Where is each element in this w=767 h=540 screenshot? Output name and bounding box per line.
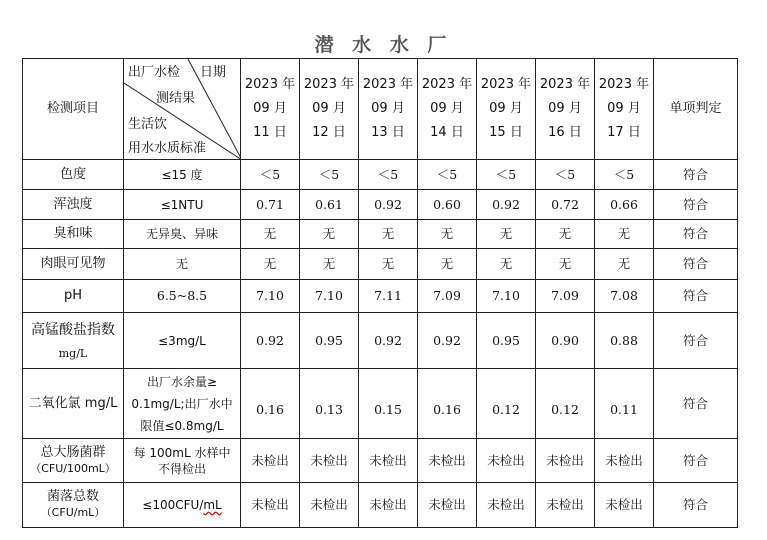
value-cell: 无 bbox=[595, 249, 654, 280]
value-cell: 未检出 bbox=[359, 483, 418, 528]
date-header: 2023 年 09 月 16 日 bbox=[536, 59, 595, 160]
item-name: 肉眼可见物 bbox=[23, 249, 124, 280]
value-cell: 0.95 bbox=[300, 313, 359, 369]
value-cell: 0.11 bbox=[595, 369, 654, 439]
result-cell: 符合 bbox=[654, 220, 738, 249]
date-header: 2023 年 09 月 13 日 bbox=[359, 59, 418, 160]
table-row bbox=[23, 190, 738, 220]
value-cell: 未检出 bbox=[477, 439, 536, 483]
date-header: 2023 年 09 月 15 日 bbox=[477, 59, 536, 160]
result-cell: 符合 bbox=[654, 160, 738, 190]
table-row bbox=[23, 160, 738, 190]
table-row bbox=[23, 439, 738, 483]
value-cell: 无 bbox=[418, 220, 477, 249]
standard-cell: 出厂水余量≥ 0.1mg/L;出厂水中 限值≤0.8mg/L bbox=[124, 369, 241, 439]
date-header: 2023 年 09 月 11 日 bbox=[241, 59, 300, 160]
value-cell: 0.12 bbox=[477, 369, 536, 439]
value-cell: 无 bbox=[536, 249, 595, 280]
value-cell: 无 bbox=[300, 220, 359, 249]
value-cell: 0.15 bbox=[359, 369, 418, 439]
value-cell: 无 bbox=[300, 249, 359, 280]
standard-cell: 无 bbox=[124, 249, 241, 280]
date-header: 2023 年 09 月 14 日 bbox=[418, 59, 477, 160]
value-cell: 未检出 bbox=[536, 439, 595, 483]
value-cell: 未检出 bbox=[477, 483, 536, 528]
value-cell: ＜5 bbox=[418, 160, 477, 190]
value-cell: 7.08 bbox=[595, 280, 654, 313]
value-cell: 7.10 bbox=[241, 280, 300, 313]
item-name: 色度 bbox=[23, 160, 124, 190]
value-cell: 未检出 bbox=[241, 483, 300, 528]
value-cell: 0.88 bbox=[595, 313, 654, 369]
value-cell: 无 bbox=[418, 249, 477, 280]
value-cell: 无 bbox=[359, 220, 418, 249]
diag-label-date: 日期 bbox=[200, 65, 227, 80]
item-name: pH bbox=[23, 280, 124, 313]
diag-label-line1: 出厂水检 bbox=[128, 65, 181, 80]
result-cell: 符合 bbox=[654, 190, 738, 220]
value-cell: 7.09 bbox=[536, 280, 595, 313]
value-cell: ＜5 bbox=[241, 160, 300, 190]
result-cell: 符合 bbox=[654, 313, 738, 369]
value-cell: 未检出 bbox=[300, 483, 359, 528]
item-name: 菌落总数 （CFU/mL） bbox=[23, 483, 124, 528]
diagonal-header-cell bbox=[124, 59, 241, 160]
value-cell: 无 bbox=[477, 220, 536, 249]
value-cell: 无 bbox=[241, 249, 300, 280]
table-row bbox=[23, 369, 738, 439]
value-cell: ＜5 bbox=[595, 160, 654, 190]
value-cell: 0.92 bbox=[241, 313, 300, 369]
value-cell: 无 bbox=[359, 249, 418, 280]
value-cell: ＜5 bbox=[300, 160, 359, 190]
value-cell: 0.92 bbox=[359, 190, 418, 220]
value-cell: 0.92 bbox=[418, 313, 477, 369]
water-quality-table bbox=[22, 58, 738, 528]
value-cell: 未检出 bbox=[418, 439, 477, 483]
standard-cell: ≤1NTU bbox=[124, 190, 241, 220]
date-header: 2023 年 09 月 17 日 bbox=[595, 59, 654, 160]
value-cell: 0.60 bbox=[418, 190, 477, 220]
value-cell: ＜5 bbox=[477, 160, 536, 190]
table-row bbox=[23, 280, 738, 313]
value-cell: 0.12 bbox=[536, 369, 595, 439]
standard-cell: ≤100CFU/mL bbox=[124, 483, 241, 528]
result-cell: 符合 bbox=[654, 369, 738, 439]
result-cell: 符合 bbox=[654, 249, 738, 280]
value-cell: 7.10 bbox=[300, 280, 359, 313]
value-cell: 0.16 bbox=[241, 369, 300, 439]
value-cell: 0.95 bbox=[477, 313, 536, 369]
value-cell: 未检出 bbox=[595, 439, 654, 483]
value-cell: 7.09 bbox=[418, 280, 477, 313]
value-cell: ＜5 bbox=[536, 160, 595, 190]
diag-label-line3: 生活饮 bbox=[128, 117, 168, 132]
value-cell: 0.13 bbox=[300, 369, 359, 439]
header-row bbox=[23, 59, 738, 160]
standard-cell: 无异臭、异味 bbox=[124, 220, 241, 249]
item-name: 浑浊度 bbox=[23, 190, 124, 220]
judgement-header: 单项判定 bbox=[654, 59, 738, 160]
standard-cell: 每 100mL 水样中 不得检出 bbox=[124, 439, 241, 483]
result-cell: 符合 bbox=[654, 483, 738, 528]
value-cell: 0.66 bbox=[595, 190, 654, 220]
value-cell: 无 bbox=[536, 220, 595, 249]
value-cell: 7.11 bbox=[359, 280, 418, 313]
value-cell: 0.92 bbox=[477, 190, 536, 220]
item-name: 臭和味 bbox=[23, 220, 124, 249]
value-cell: 未检出 bbox=[359, 439, 418, 483]
value-cell: 无 bbox=[477, 249, 536, 280]
standard-cell: ≤15 度 bbox=[124, 160, 241, 190]
diag-label-line4: 用水水质标准 bbox=[128, 141, 207, 156]
value-cell: 未检出 bbox=[536, 483, 595, 528]
diag-label-line2: 测结果 bbox=[156, 91, 196, 106]
value-cell: 0.90 bbox=[536, 313, 595, 369]
value-cell: 0.92 bbox=[359, 313, 418, 369]
table-row bbox=[23, 313, 738, 369]
value-cell: 0.72 bbox=[536, 190, 595, 220]
standard-cell: ≤3mg/L bbox=[124, 313, 241, 369]
value-cell: 无 bbox=[595, 220, 654, 249]
value-cell: 未检出 bbox=[241, 439, 300, 483]
value-cell: 未检出 bbox=[595, 483, 654, 528]
value-cell: 0.16 bbox=[418, 369, 477, 439]
item-name: 高锰酸盐指数 mg/L bbox=[23, 313, 124, 369]
value-cell: 未检出 bbox=[300, 439, 359, 483]
date-header: 2023 年 09 月 12 日 bbox=[300, 59, 359, 160]
value-cell: 无 bbox=[241, 220, 300, 249]
value-cell: ＜5 bbox=[359, 160, 418, 190]
value-cell: 7.10 bbox=[477, 280, 536, 313]
item-name: 二氧化氯 mg/L bbox=[23, 369, 124, 439]
item-name: 总大肠菌群 （CFU/100mL） bbox=[23, 439, 124, 483]
table-row bbox=[23, 220, 738, 249]
result-cell: 符合 bbox=[654, 439, 738, 483]
value-cell: 0.61 bbox=[300, 190, 359, 220]
result-cell: 符合 bbox=[654, 280, 738, 313]
value-cell: 未检出 bbox=[418, 483, 477, 528]
table-row bbox=[23, 483, 738, 528]
spellcheck-underline: mL bbox=[203, 498, 222, 512]
value-cell: 0.71 bbox=[241, 190, 300, 220]
standard-cell: 6.5~8.5 bbox=[124, 280, 241, 313]
plant-title: 潜 水 水 厂 bbox=[314, 34, 453, 56]
table-row bbox=[23, 249, 738, 280]
item-header: 检测项目 bbox=[23, 59, 124, 160]
